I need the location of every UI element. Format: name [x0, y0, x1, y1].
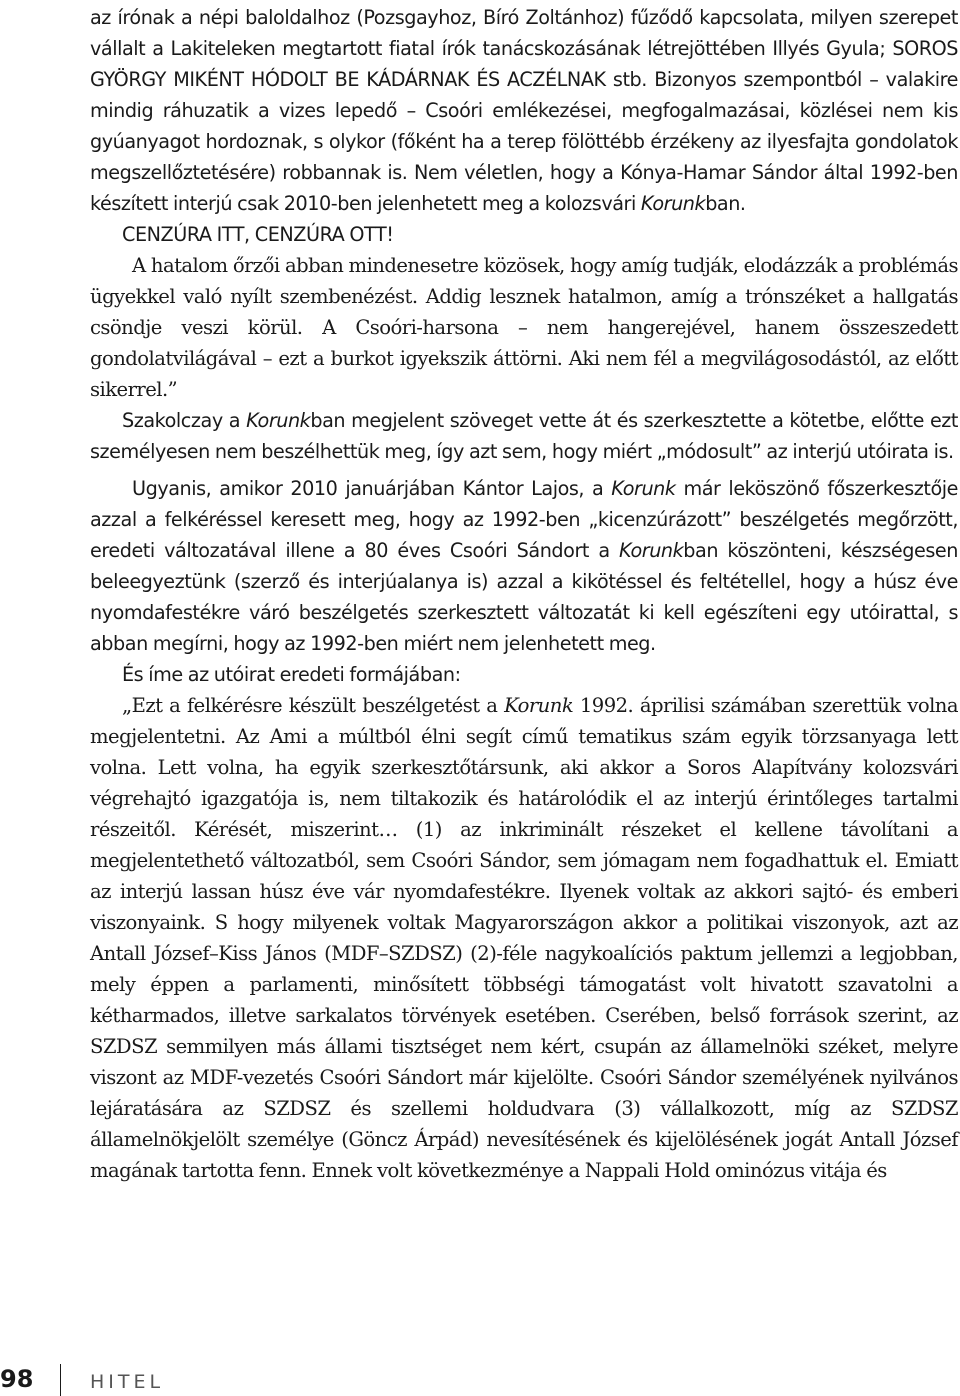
footer-divider [60, 1364, 61, 1396]
page-number: 98 [0, 1365, 34, 1393]
paragraph-5 [90, 473, 958, 659]
paragraph-3: A hatalom őrzői abban mindenesetre közösek, hogy amíg tudják, elodázzák a problémás ügyekkel való nyílt szembenézést. Addig lesznek hatalmon, amíg a trónszéket a hallgatás csöndje veszi körül. A Csoóri-harsona – nem hangerejével, hanem összeszedett gondolatvilágával – ezt a burkot igyekszik áttörni. Aki nem fél a megvilágosodástól, az előtt sikerrel.” [90, 254, 958, 401]
paragraph-4-text: Szakolczay a [122, 409, 247, 432]
paragraph-7-tail: 1992. áprilisi számában szerettük volna megjelentetni. Az Ami a múltból élni segít című tematikus szám egyik törzsanyaga lett volna. Lett volna, ha egyik szerkesztőtársunk, aki akkor a Soros Alapítvány kolozsvári végrehajtó igazgatója is, nem tiltakozik és határolódik el az interjú érintőleges tartalmi részeitől. Kérését, miszerint… (1) az inkriminált részeket el kellene távolítani a megjelentethető változatból, sem Csoóri Sándor, sem jómagam nem fogadhattuk el. Emiatt az interjú lassan húsz éve vár nyomdafestékre. Ilyenek voltak az akkori sajtó- és emberi viszonyaink. S hogy milyenek voltak Magyarországon akkor a politikai viszonyok, azt az Antall József–Kiss János (MDF–SZDSZ) (2)-féle nagykoalíciós paktum jellemzi a legjobban, mely éppen a parlamenti, minősített többségi támogatást volt hivatott szavatolni a kétharmados, illetve sarkalatos törvények esetében. Cserében, belső források szerint, az SZDSZ semmilyen más állami tisztséget nem kért, csupán az államelnöki széket, melyre viszont az MDF-vezetés Csoóri Sándort már kijelölte. Csoóri Sándor személyének nyilvános lejáratására az SZDSZ és szellemi holdudvara (3) vállalkozott, míg az SZDSZ államelnökjelölt személye (Göncz Árpád) nevesítésének és kijelölésének jogát Antall József magának tartotta fenn. Ennek volt következménye a Nappali Hold ominózus vitája és [90, 694, 958, 1182]
paragraph-5-text: Ugyanis, amikor 2010 januárjában Kántor Lajos, a [132, 477, 612, 500]
journal-title-korunk: Korunk [640, 192, 706, 215]
paragraph-5-mid: már leköszönő főszerkesztője azzal a felkéréssel keresett meg, hogy az 1992-ben „kicenzúrázott” beszélgetés megőrzött, eredeti változatával illene a 80 éves Csoóri Sándort a [90, 477, 959, 562]
paragraph-4 [90, 405, 958, 467]
paragraph-4-tail: ban megjelent szöveget vette át és szerkesztette a kötetbe, előtte ezt személyesen nem beszélhettük meg, így azt sem, hogy miért „módosult” az interjú utóirata is. [90, 409, 958, 463]
paragraph-7-text: „Ezt a felkérésre készült beszélgetést a [122, 694, 505, 717]
page-body [90, 0, 958, 1186]
paragraph-1-tail: ban. [705, 192, 746, 215]
paragraph-5-tail: ban köszönteni, készségesen beleegyeztünk (szerző és interjúalanya is) azzal a kikötéssel és feltétellel, hogy a húsz éve nyomdafestékre váró beszélgetés szerkesztett változatát ki kell egészíteni egy utóirattal, s abban megírni, hogy az 1992-ben miért nem jelenhetett meg. [90, 539, 958, 655]
paragraph-2-heading: CENZÚRA ITT, CENZÚRA OTT! [122, 223, 394, 246]
journal-title-korunk: Korunk [611, 477, 676, 500]
journal-title-korunk: Korunk [619, 539, 684, 562]
paragraph-1-text: az írónak a népi baloldalhoz (Pozsgayhoz, Bíró Zoltánhoz) fűződő kapcsolata, milyen szerepet vállalt a Lakiteleken megtartott fiatal írók tanácskozásának létrejöttében Illyés Gyula; SOROS GYÖRGY MIKÉNT HÓDOLT BE KÁDÁRNAK ÉS ACZÉLNAK stb. Bizonyos szempontból – valakire mindig ráhuzatik a vizes lepedő – Csoóri emlékezései, megfogalmazásai, közlései nem kis gyúanyagot hordoznak, s olykor (főként ha a terep fölöttébb érzékeny az ilyesfajta gondolatok megszellőztetésére) robbannak is. Nem véletlen, hogy a Kónya-Hamar Sándor által 1992-ben készített interjú csak 2010-ben jelenhetett meg a kolozsvári [90, 6, 958, 215]
journal-title-korunk: Korunk [246, 409, 311, 432]
journal-title-korunk: Korunk [504, 694, 574, 717]
journal-name: HITEL [90, 1371, 165, 1393]
paragraph-1 [90, 0, 958, 219]
paragraph-6: És íme az utóirat eredeti formájában: [122, 663, 461, 686]
paragraph-7 [90, 690, 958, 1186]
